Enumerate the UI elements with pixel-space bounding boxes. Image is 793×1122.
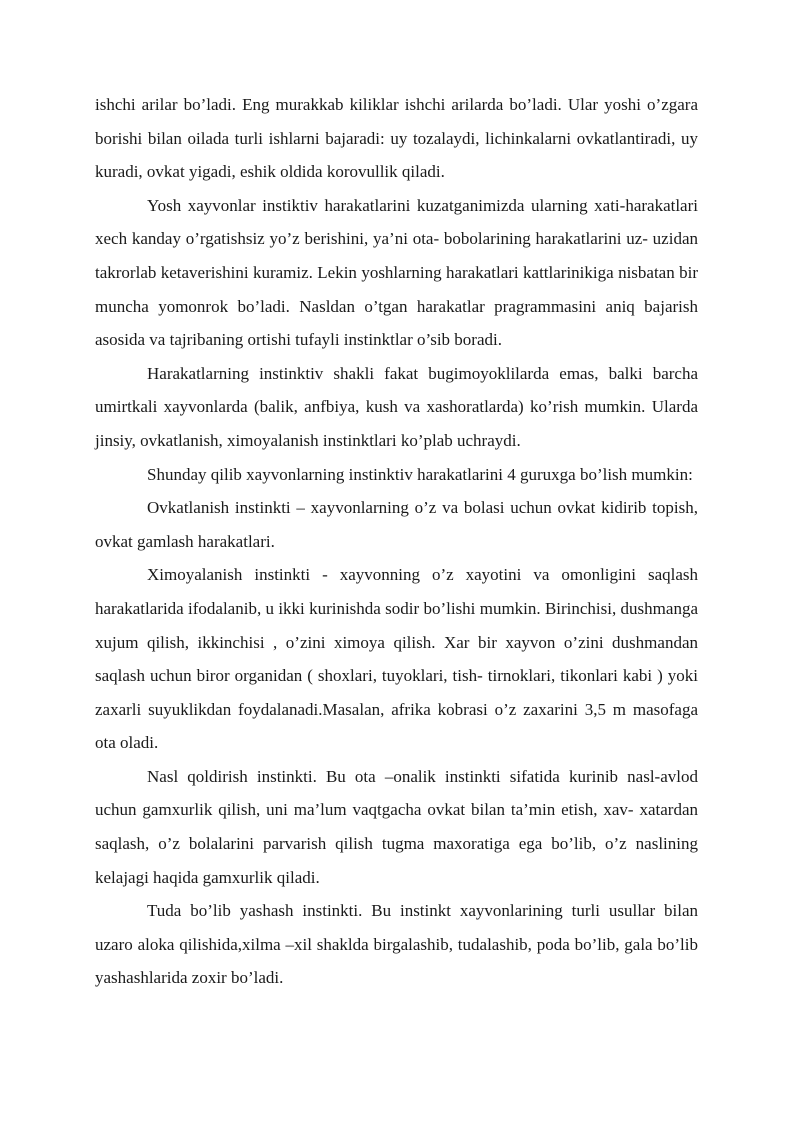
document-page: [95, 88, 698, 995]
paragraph-1: ishchi arilar bo’ladi. Eng murakkab kiliklar ishchi arilarda bo’ladi. Ular yoshi o’zgara borishi bilan oilada turli ishlarni bajaradi: uy tozalaydi, lichinkalarni ovkatlantiradi, uy kuradi, ovkat yigadi, eshik oldida korovullik qiladi.: [95, 95, 698, 182]
paragraph-8: Tuda bo’lib yashash instinkti. Bu instinkt xayvonlarining turli usullar bilan uzaro aloka qilishida,xilma –xil shaklda birgalashib, tudalashib, poda bo’lib, gala bo’lib yashashlarida zoxir bo’ladi.: [95, 901, 698, 988]
paragraph-7: Nasl qoldirish instinkti. Bu ota –onalik instinkti sifatida kurinib nasl-avlod uchun gamxurlik qilish, uni ma’lum vaqtgacha ovkat bilan ta’min etish, xav- xatardan saqlash, o’z bolalarini parvarish qilish tugma maxoratiga ega bo’lib, o’z naslining kelajagi haqida gamxurlik qiladi.: [95, 766, 698, 887]
paragraph-6: Ximoyalanish instinkti - xayvonning o’z xayotini va omonligini saqlash harakatlarida ifodalanib, u ikki kurinishda sodir bo’lishi mumkin. Birinchisi, dushmanga xujum qilish, ikkinchisi , o’zini ximoya qilish. Xar bir xayvon o’zini dushmandan saqlash uchun biror organidan ( shoxlari, tuyoklari, tish- tirnoklari, tikonlari kabi ) yoki zaxarli suyuklikdan foydalanadi.Masalan, afrika kobrasi o’z zaxarini 3,5 m masofaga ota oladi.: [95, 565, 698, 753]
paragraph-5: Ovkatlanish instinkti – xayvonlarning o’z va bolasi uchun ovkat kidirib topish, ovkat gamlash harakatlari.: [95, 498, 698, 551]
paragraph-2: Yosh xayvonlar instiktiv harakatlarini kuzatganimizda ularning xati-harakatlari xech kanday o’rgatishsiz yo’z berishini, ya’ni ota- bobolarining harakatlarini uz- uzidan takrorlab ketaverishini kuramiz. Lekin yoshlarning harakatlari kattlarinikiga nisbatan bir muncha yomonrok bo’ladi. Nasldan o’tgan harakatlar pragrammasini aniq bajarish asosida va tajribaning ortishi tufayli instinktlar o’sib boradi.: [95, 195, 698, 350]
paragraph-4: Shunday qilib xayvonlarning instinktiv harakatlarini 4 guruxga bo’lish mumkin:: [147, 464, 693, 484]
paragraph-3: Harakatlarning instinktiv shakli fakat bugimoyoklilarda emas, balki barcha umirtkali xayvonlarda (balik, anfbiya, kush va xashoratlarda) ko’rish mumkin. Ularda jinsiy, ovkatlanish, ximoyalanish instinktlari ko’plab uchraydi.: [95, 363, 698, 450]
